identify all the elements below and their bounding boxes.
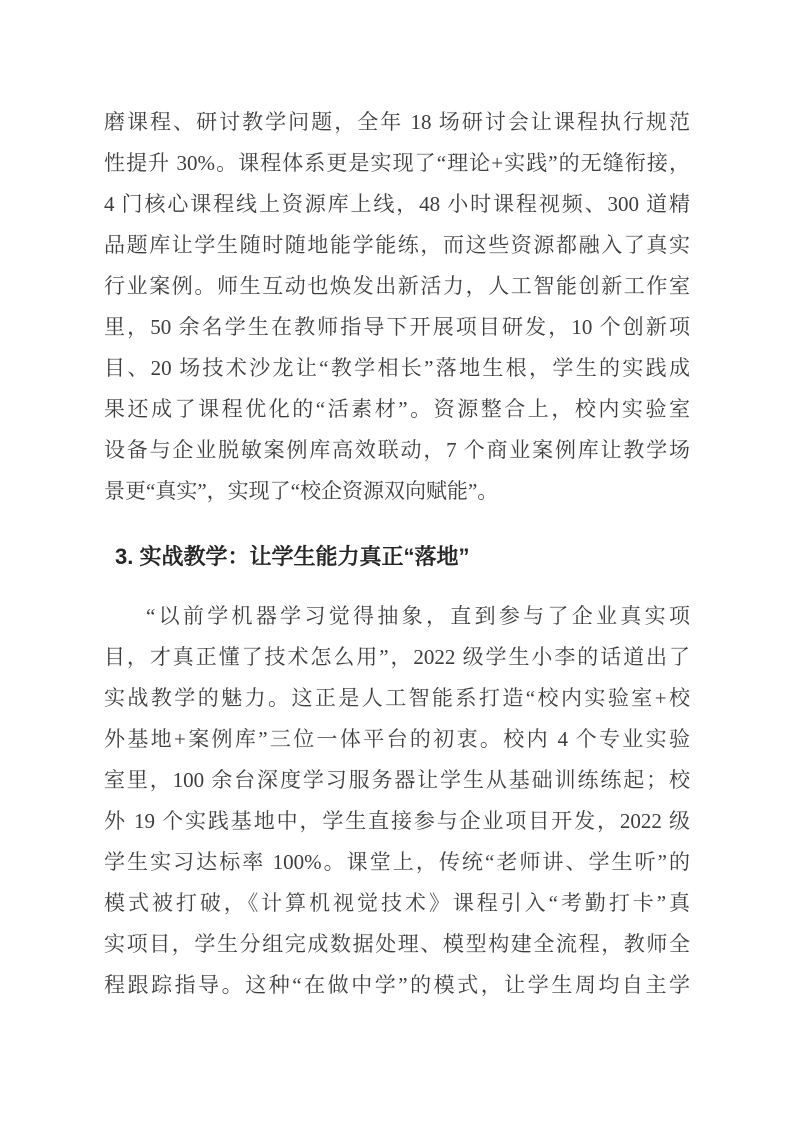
text-line: 里，50 余名学生在教师指导下开展项目研发，10 个创新项 [104,315,690,339]
paragraph-practical-teaching [104,596,690,1006]
text-line: 景更“真实”，实现了“校企资源双向赋能”。 [104,479,499,503]
text-line: 性提升 30%。课程体系更是实现了“理论+实践”的无缝衔接， [104,151,690,175]
text-line: 设备与企业脱敏案例库高效联动，7 个商业案例库让教学场 [104,438,690,462]
text-line: 磨课程、研讨教学问题，全年 18 场研讨会让课程执行规范 [104,110,690,134]
text-line: 果还成了课程优化的“活素材”。资源整合上，校内实验室 [104,397,690,421]
text-line: 实项目，学生分组完成数据处理、模型构建全流程，教师全 [104,932,690,956]
text-line: 外基地+案例库”三位一体平台的初衷。校内 4 个专业实验 [104,727,690,751]
text-line: 室里，100 余台深度学习服务器让学生从基础训练练起；校 [104,768,690,792]
text-line: 学生实习达标率 100%。课堂上，传统“老师讲、学生听”的 [104,850,690,874]
page-body-text [104,102,690,1006]
text-line: 4 门核心课程线上资源库上线，48 小时课程视频、300 道精 [104,192,690,216]
text-line: 实战教学的魅力。这正是人工智能系打造“校内实验室+校 [104,686,690,710]
section-heading-3: 3. 实战教学：让学生能力真正“落地” [115,544,470,569]
paragraph-continued-from-previous-page [104,102,690,512]
text-line: 目，才真正懂了技术怎么用”，2022 级学生小李的话道出了 [104,645,690,669]
text-line: 外 19 个实践基地中，学生直接参与企业项目开发，2022 级 [104,809,690,833]
text-line: 品题库让学生随时随地能学能练，而这些资源都融入了真实 [104,233,690,257]
text-line: “以前学机器学习觉得抽象，直到参与了企业真实项 [146,604,690,628]
text-line: 行业案例。师生互动也焕发出新活力，人工智能创新工作室 [104,274,690,298]
text-line: 程跟踪指导。这种“在做中学”的模式，让学生周均自主学 [104,973,690,997]
text-line: 目、20 场技术沙龙让“教学相长”落地生根，学生的实践成 [104,356,690,380]
text-line: 模式被打破，《计算机视觉技术》课程引入“考勤打卡”真 [104,891,690,915]
